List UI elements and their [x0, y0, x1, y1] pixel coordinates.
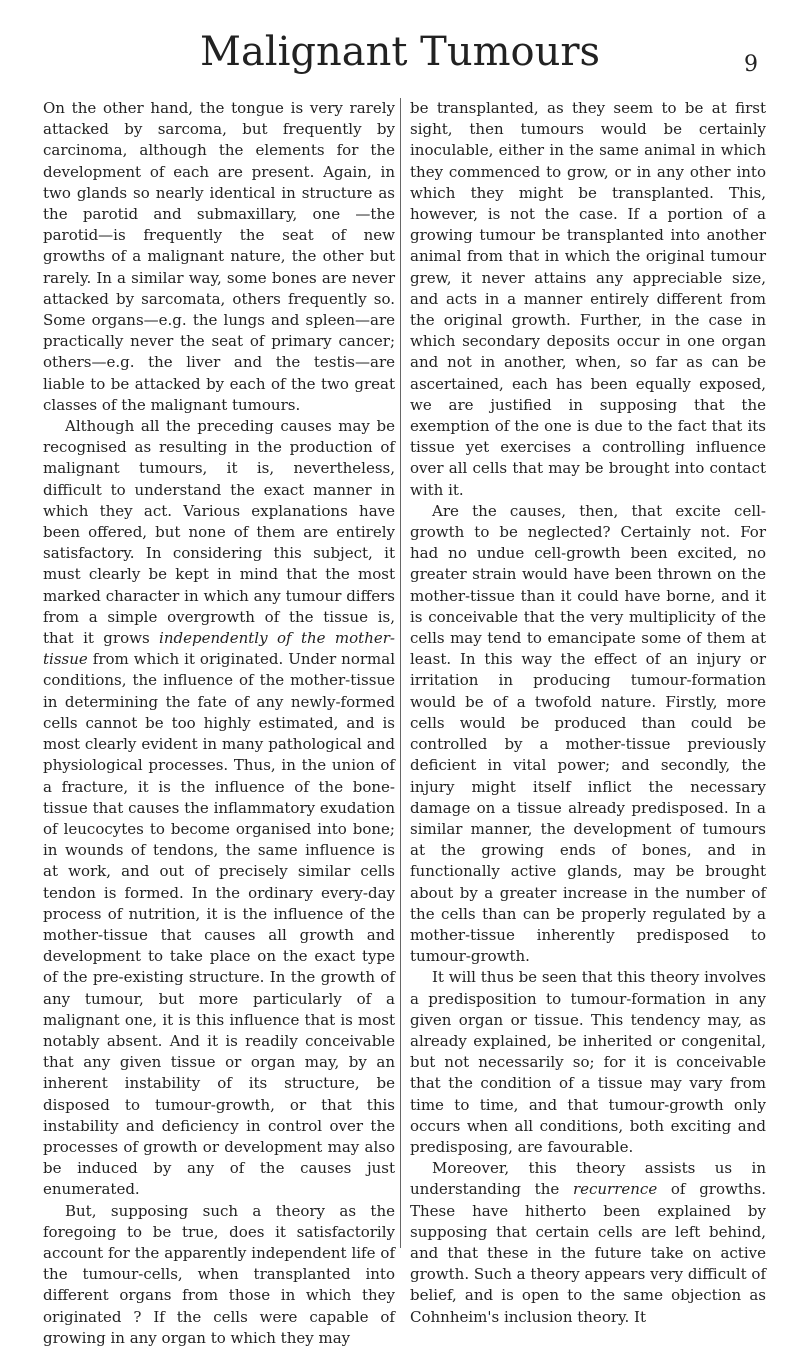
left-column — [43, 98, 395, 1349]
paragraph — [410, 967, 766, 1158]
italic-phrase: independently of the mother-tissue — [43, 629, 395, 669]
paragraph — [43, 98, 395, 416]
text-run: On the other hand, the tongue is very rarely attacked by sarcoma, but frequently by carcinoma, although the elements for the development of each are present. Again, in two glands so nearly identical in structure as the parotid and submaxillary, one —the parotid—is frequently the seat of new growths of a malignant nature, the other but rarely. In a similar way, some bones are never attacked by sarcomata, others frequently so. Some organs—e.g. the lungs and spleen—are practically never the seat of primary cancer; others—e.g. the liver and the testis—are liable to be attacked by each of the two great classes of the malignant tumours. — [43, 99, 395, 414]
text-run: Are the causes, then, that excite cell-growth to be neglected? Certainly not. For had no undue cell-growth been excited, no greater strain would have been thrown on the mother-tissue than it could have borne, and it is conceivable that the very multiplicity of the cells may tend to emancipate some of them at least. In this way the effect of an injury or irritation in producing tumour-formation would be of a twofold nature. Firstly, more cells would be produced than could be controlled by a mother-tissue previously deficient in vital power; and secondly, the injury might itself inflict the necessary damage on a tissue already predisposed. In a similar manner, the development of tumours at the growing ends of bones, and in functionally active glands, may be brought about by a greater increase in the number of the cells than can be properly regulated by a mother-tissue inherently predisposed to tumour-growth. — [410, 501, 766, 966]
italic-phrase: recurrence — [572, 1180, 658, 1199]
text-run: It will thus be seen that this theory involves a predisposition to tumour-formation in any given organ or tissue. This tendency may, as already explained, be inherited or congenital, but not necessarily so; for it is conceivable that the condition of a tissue may vary from time to time, and that tumour-growth only occurs when all conditions, both exciting and predisposing, are favourable. — [410, 968, 766, 1156]
text-run: of growths. These have hitherto been explained by supposing that certain cells are left behind, and that these in the future take on active growth. Such a theory appears very difficult of belief, and is open to the same objection as Cohnheim's inclusion theory. It — [410, 1180, 766, 1326]
column-divider — [400, 98, 401, 1248]
paragraph — [43, 1201, 395, 1349]
page-number: 9 — [744, 52, 758, 77]
text-run: be transplanted, as they seem to be at first sight, then tumours would be certainly inoculable, either in the same animal in which they commenced to grow, or in any other into which they might be transplanted. This, however, is not the case. If a portion of a growing tumour be transplanted into another animal from that in which the original tumour grew, it never attains any appreciable size, and acts in a manner entirely different from the original growth. Further, in the case in which secondary deposits occur in one organ and not in another, when, so far as can be ascertained, each has been equally exposed, we are justified in supposing that the exemption of the one is due to the fact that its tissue yet exercises a controlling influence over all cells that may be brought into contact with it. — [410, 99, 766, 499]
paragraph — [43, 416, 395, 1201]
text-run: from which it originated. Under normal conditions, the influence of the mother-tissue in determining the fate of any newly-formed cells cannot be too highly estimated, and is most clearly evident in many pathological and physiological processes. Thus, in the union of a fracture, it is the influence of the bone-tissue that causes the inflammatory exudation of leucocytes to become organised into bone; in wounds of tendons, the same influence is at work, and out of precisely similar cells tendon is formed. In the ordinary every-day process of nutrition, it is the influence of the mother-tissue that causes all growth and development to take place on the exact type of the pre-existing structure. In the growth of any tumour, but more particularly of a malignant one, it is this influence that is most notably absent. And it is readily conceivable that any given tissue or organ may, by an inherent instability of its structure, be disposed to tumour-growth, or that this instability and deficiency in control over the processes of growth or development may also be induced by any of the causes just enumerated. — [43, 650, 395, 1199]
right-column — [410, 98, 766, 1328]
text-run: But, supposing such a theory as the foregoing to be true, does it satisfactorily account for the apparently independent life of the tumour-cells, when transplanted into different organs from those in which they originated ? If the cells were capable of growing in any organ to which they may — [43, 1201, 395, 1347]
paragraph — [410, 501, 766, 967]
paragraph — [410, 98, 766, 501]
text-run: Moreover, this theory assists us in understanding the — [410, 1159, 766, 1199]
page-header — [0, 28, 800, 88]
running-title: Malignant Tumours — [199, 29, 601, 75]
text-run: Although all the preceding causes may be recognised as resulting in the production of malignant tumours, it is, nevertheless, difficult to understand the exact manner in which they act. Various explanations have been offered, but none of them are entirely satisfactory. In considering this subject, it must clearly be kept in mind that the most marked character in which any tumour differs from a simple overgrowth of the tissue is, that it grows — [43, 417, 395, 648]
paragraph — [410, 1158, 766, 1328]
